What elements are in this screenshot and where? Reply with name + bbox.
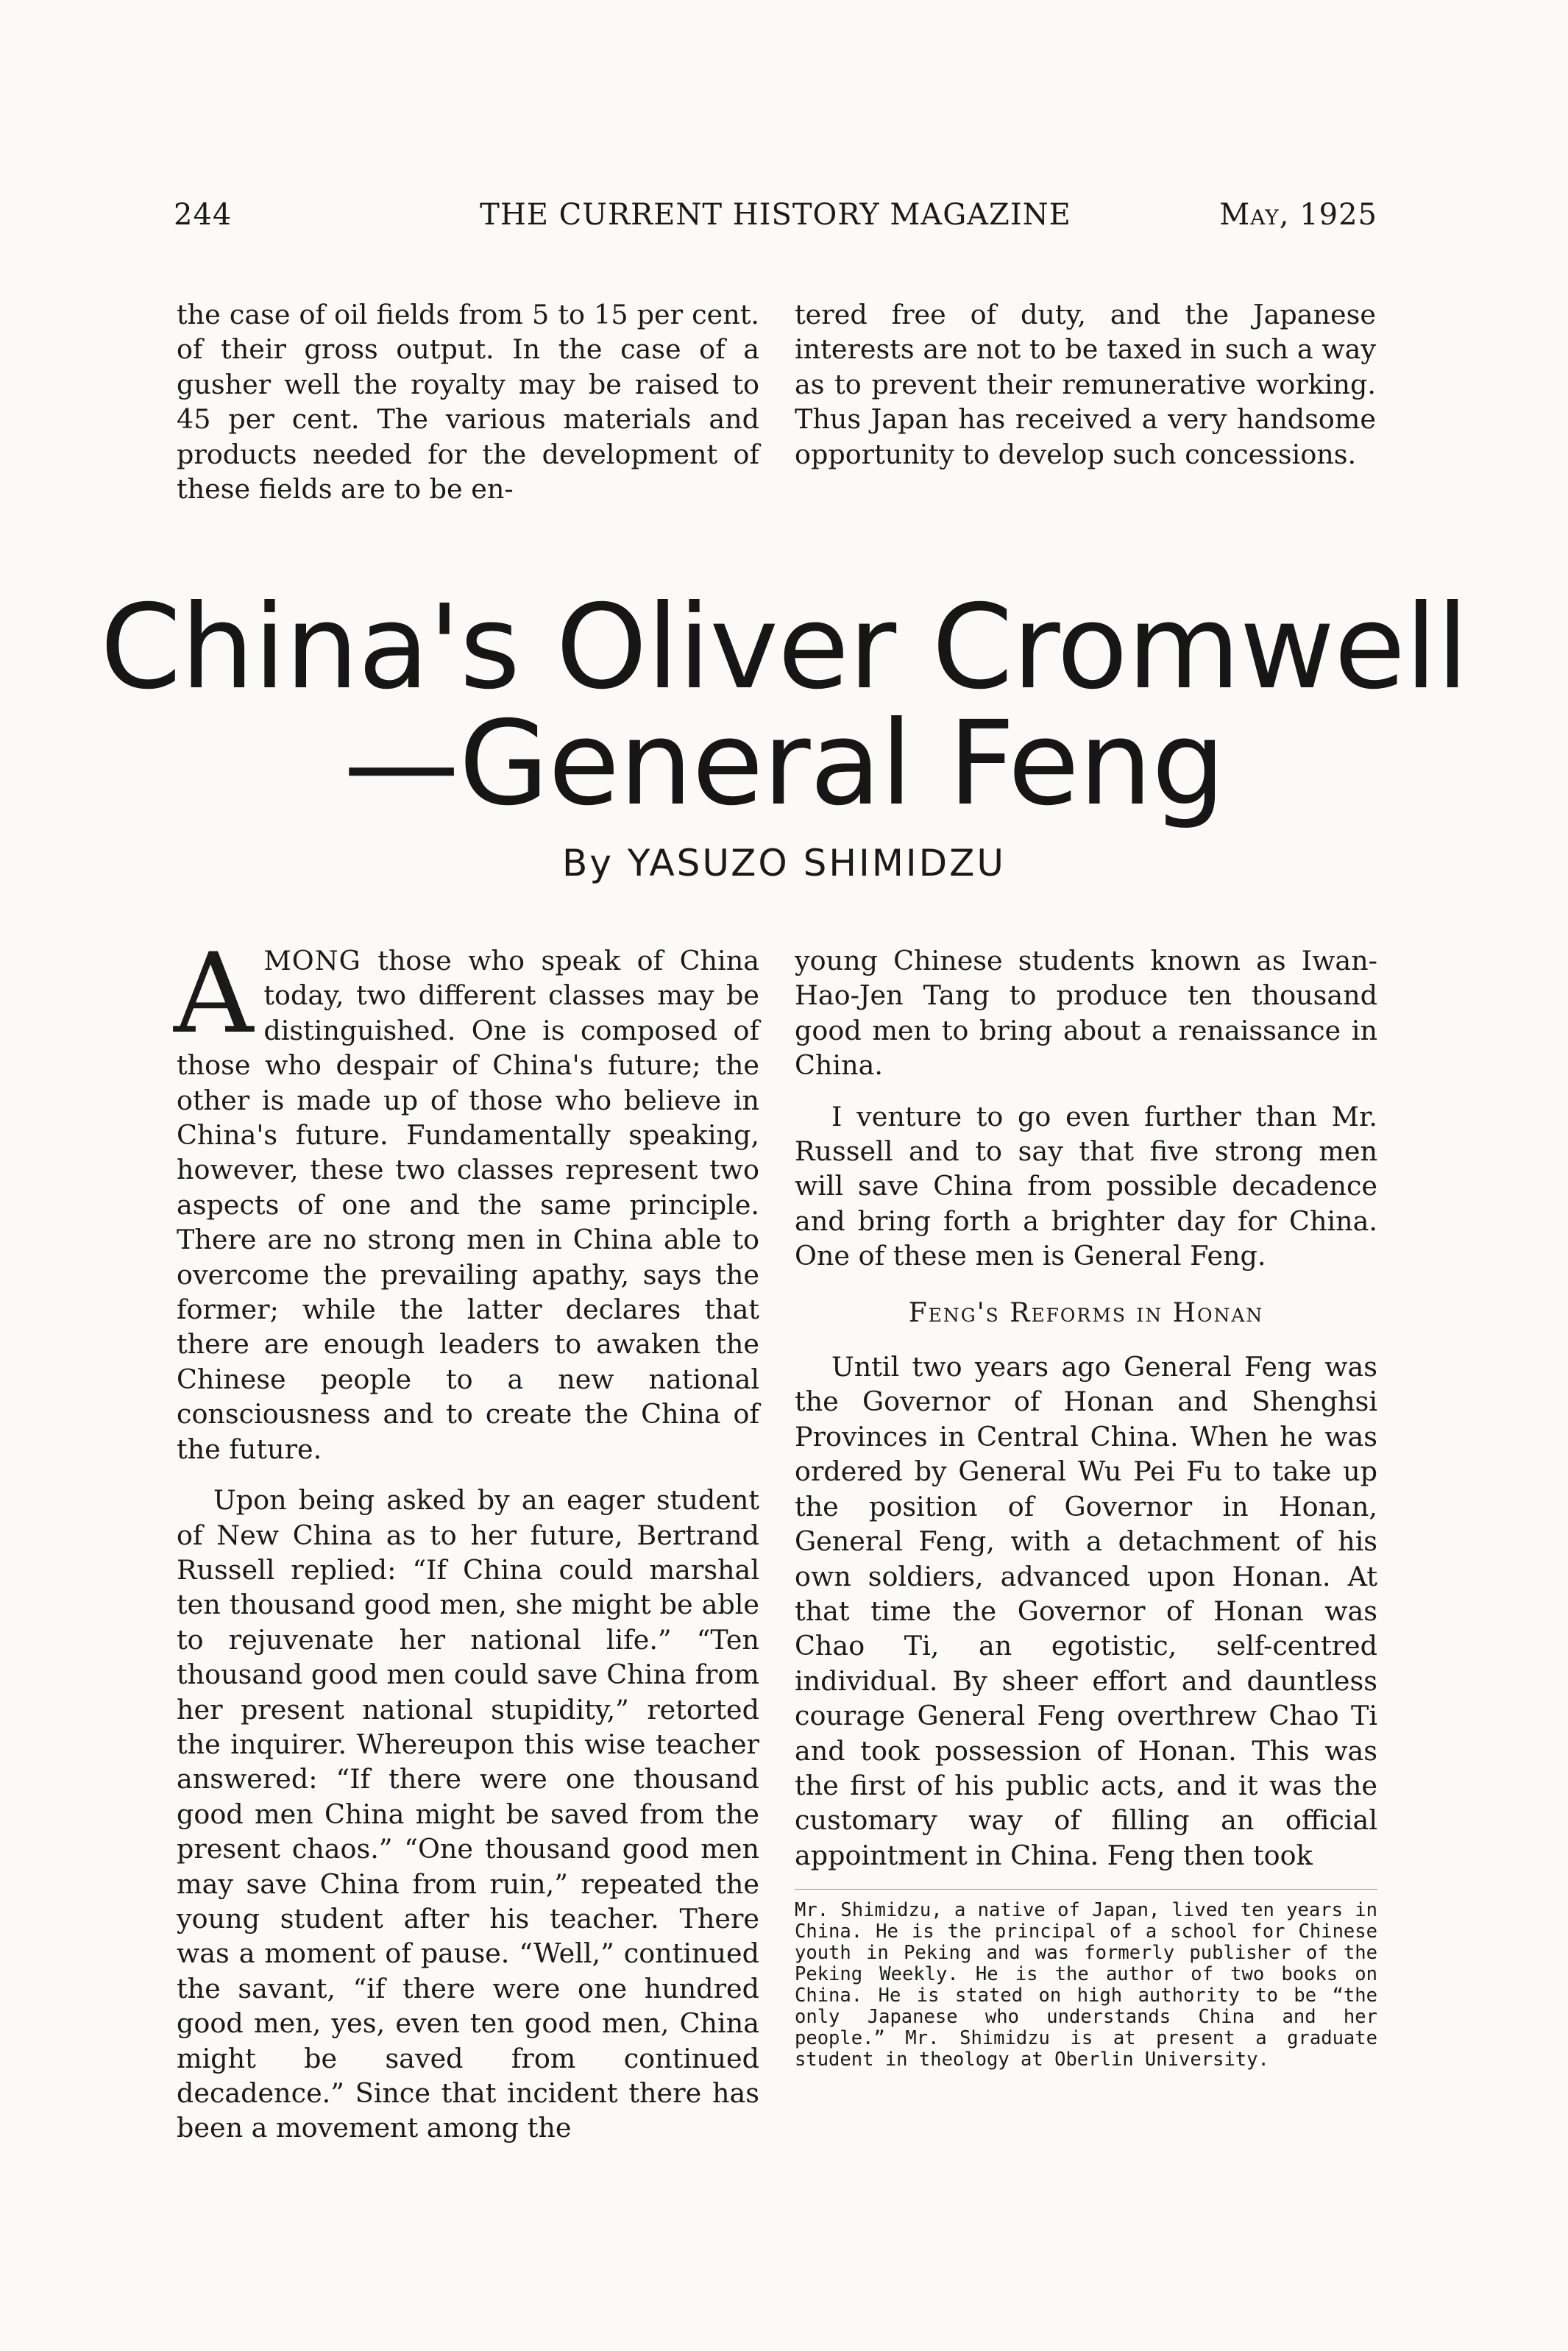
continued-paragraph-left: the case of oil fields from 5 to 15 per cent. of their gross output. In the case of a gusher well the royalty may be raised to 45 per cent. The various materials and products needed for the development of these fields are to be en- — [177, 299, 759, 506]
paragraph-1-text: those who speak of China today, two different classes may be distinguished. One is composed of those who despair of China's future; the other is made up of those who believe in China's future. Fundamentally speaking, however, these two classes represent two aspects of one and the same principle. There are no strong men in China able to overcome the prevailing apathy, says the former; while the latter declares that there are enough leaders to awaken the Chinese people to a new national consciousness and to create the China of the future. — [177, 945, 759, 1465]
paragraph-2-continued: young Chinese students known as Iwan-Hao-Jen Tang to produce ten thousand good men to bring about a renaissance in China. — [795, 945, 1377, 1082]
article-left-column — [174, 930, 759, 2146]
continued-paragraph-right: tered free of duty, and the Japanese interests are not to be taxed in such a way as to prevent their remunerative working. Thus Japan has received a very handsome opportunity to develop such concessions. — [795, 299, 1376, 470]
article-right-column — [795, 943, 1377, 2071]
article-title-line-2: —General Feng — [343, 696, 1225, 831]
drop-cap: A — [174, 930, 254, 1058]
author-footnote: Mr. Shimidzu, a native of Japan, lived ten years in China. He is the principal of a school for Chinese youth in Peking and was formerly publisher of the Peking Weekly. He is the author of two books on China. He is stated on high authority to be “the only Japanese who understands China and her people.” Mr. Shimidzu is at present a graduate student in theology at Oberlin University. — [795, 1889, 1377, 2071]
magazine-title: THE CURRENT HISTORY MAGAZINE — [480, 198, 1071, 232]
page-number: 244 — [174, 198, 233, 232]
continued-article-right-column — [795, 297, 1376, 472]
article-title-line-1: China's Oliver Cromwell — [100, 580, 1468, 715]
paragraph-3: I venture to go even further than Mr. Russell and to say that five strong men will save China from possible decadence and bring forth a brighter day for China. One of these men is General Feng. — [795, 1100, 1377, 1272]
section-subheading: Feng's Reforms in Honan — [908, 1297, 1264, 1328]
paragraph-1 — [174, 930, 759, 1467]
article-byline: By YASUZO SHIMIDZU — [562, 842, 1006, 884]
paragraph-2: Upon being asked by an eager student of New China as to her future, Bertrand Russell replied: “If China could marshal ten thousand good men, she might be able to rejuvenate her national life.” “Ten thousand good men could save China from her present national stupidity,” retorted the inquirer. Whereupon this wise teacher answered: “If there were one thousand good men China might be saved from the present chaos.” “One thousand good men may save China from ruin,” repeated the young student after his teacher. There was a moment of pause. “Well,” continued the savant, “if there were one hundred good men, yes, even ten good men, China might be saved from continued decadence.” Since that incident there has been a movement among the — [177, 1484, 759, 2144]
continued-article-left-column — [177, 297, 759, 506]
lead-in-caps: MONG — [263, 945, 361, 976]
paragraph-4: Until two years ago General Feng was the Governor of Honan and Shenghsi Provinces in Central China. When he was ordered by General Wu Pei Fu to take up the position of Governor in Honan, General Feng, with a detachment of his own soldiers, advanced upon Honan. At that time the Governor of Honan was Chao Ti, an egotistic, self-centred individual. By sheer effort and dauntless courage General Feng overthrew Chao Ti and took possession of Honan. This was the first of his public acts, and it was the customary way of filling an official appointment in China. Feng then took — [795, 1351, 1377, 1871]
issue-date: May, 1925 — [1219, 198, 1377, 232]
running-header — [174, 193, 1377, 237]
